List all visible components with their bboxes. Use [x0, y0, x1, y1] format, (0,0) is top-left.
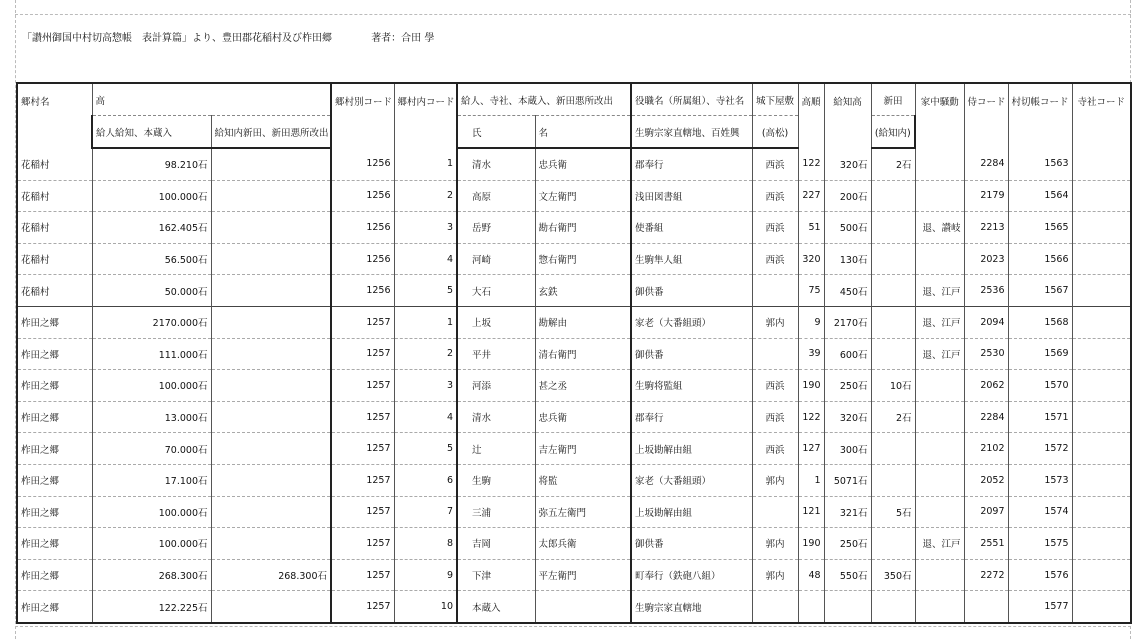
cell-taka1: 100.000石: [92, 180, 211, 212]
cell-uji: 下津: [457, 559, 535, 591]
cell-taka1: 100.000石: [92, 370, 211, 402]
cell-kirichou-code: 1567: [1008, 275, 1072, 307]
cell-uji: 平井: [457, 338, 535, 370]
col-kyunin: 給人、寺社、本蔵入、新田悪所改出: [457, 83, 631, 116]
cell-village: 柞田之郷: [17, 496, 92, 528]
cell-shinden: [871, 275, 915, 307]
cell-yashiki: 郭内: [752, 464, 798, 496]
cell-na: 玄鉄: [535, 275, 631, 307]
cell-taka2: [211, 370, 331, 402]
cell-na: 吉左衛門: [535, 433, 631, 465]
cell-chigyo: [824, 591, 871, 623]
cell-office: 郡奉行: [631, 401, 752, 433]
cell-samurai-code: 2284: [964, 148, 1008, 180]
cell-kachu: 退、江戸: [915, 338, 964, 370]
cell-taka2: [211, 275, 331, 307]
cell-rank: 9: [798, 306, 824, 338]
cell-rank: 39: [798, 338, 824, 370]
cell-kachu: 退、江戸: [915, 306, 964, 338]
table-row: [17, 591, 1131, 623]
table-row: [17, 338, 1131, 370]
cell-rank: [798, 591, 824, 623]
cell-village-code: 1256: [331, 243, 394, 275]
ledger-body: [17, 148, 1131, 623]
cell-chigyo: 450石: [824, 275, 871, 307]
cell-uji: 岳野: [457, 212, 535, 244]
cell-samurai-code: 2062: [964, 370, 1008, 402]
cell-yashiki: 郭内: [752, 306, 798, 338]
cell-kachu: [915, 464, 964, 496]
cell-rank: 121: [798, 496, 824, 528]
cell-taka1: 56.500石: [92, 243, 211, 275]
table-row: [17, 180, 1131, 212]
cell-taka2: [211, 496, 331, 528]
cell-na: 勘右衛門: [535, 212, 631, 244]
cell-uji: 三浦: [457, 496, 535, 528]
document-header: [22, 29, 434, 44]
cell-taka1: 13.000石: [92, 401, 211, 433]
cell-taka2: [211, 338, 331, 370]
cell-yashiki: 郭内: [752, 559, 798, 591]
cell-office: 上坂勘解由組: [631, 433, 752, 465]
cell-village-code: 1257: [331, 591, 394, 623]
cell-samurai-code: 2179: [964, 180, 1008, 212]
cell-taka2: [211, 433, 331, 465]
cell-village-code: 1257: [331, 559, 394, 591]
cell-taka1: 100.000石: [92, 496, 211, 528]
cell-samurai-code: 2213: [964, 212, 1008, 244]
header-row-1: [17, 83, 1131, 116]
cell-chigyo: 320石: [824, 401, 871, 433]
cell-village: 柞田之郷: [17, 370, 92, 402]
cell-office: 郡奉行: [631, 148, 752, 180]
cell-kachu: [915, 180, 964, 212]
cell-inner-code: 4: [394, 401, 457, 433]
cell-uji: 生駒: [457, 464, 535, 496]
cell-na: 忠兵衛: [535, 401, 631, 433]
col-office-sub: 生駒宗家直轄地、百姓興: [631, 116, 752, 149]
col-shinden-sub: (給知内): [871, 116, 915, 149]
cell-office: 家老（大番組頭）: [631, 306, 752, 338]
cell-village-code: 1256: [331, 275, 394, 307]
cell-village-code: 1256: [331, 148, 394, 180]
cell-village: 柞田之郷: [17, 559, 92, 591]
cell-office: 生駒隼人組: [631, 243, 752, 275]
cell-uji: 本蔵入: [457, 591, 535, 623]
cell-village: 柞田之郷: [17, 464, 92, 496]
cell-kachu: [915, 591, 964, 623]
cell-yashiki: [752, 338, 798, 370]
cell-shinden: [871, 464, 915, 496]
cell-kachu: [915, 148, 964, 180]
cell-chigyo: 320石: [824, 148, 871, 180]
col-yashiki-sub: (高松): [752, 116, 798, 149]
col-inner-code: 郷村内コード: [394, 83, 457, 148]
cell-shinden: 350石: [871, 559, 915, 591]
cell-kachu: [915, 243, 964, 275]
cell-na: 平左衛門: [535, 559, 631, 591]
col-kirichou-code: 村切帳コード: [1008, 83, 1072, 148]
cell-inner-code: 1: [394, 148, 457, 180]
cell-taka1: 17.100石: [92, 464, 211, 496]
cell-office: 家老（大番組頭）: [631, 464, 752, 496]
table-row: [17, 464, 1131, 496]
table-row: [17, 306, 1131, 338]
cell-chigyo: 500石: [824, 212, 871, 244]
cell-jisha-code: [1072, 275, 1131, 307]
cell-kirichou-code: 1574: [1008, 496, 1072, 528]
table-row: [17, 243, 1131, 275]
cell-na: 甚之丞: [535, 370, 631, 402]
cell-jisha-code: [1072, 370, 1131, 402]
cell-village-code: 1256: [331, 180, 394, 212]
col-shinden: 新田: [871, 83, 915, 116]
cell-uji: 辻: [457, 433, 535, 465]
cell-yashiki: [752, 591, 798, 623]
cell-na: 惣右衛門: [535, 243, 631, 275]
page-break-bottom: [15, 626, 1131, 627]
cell-chigyo: 130石: [824, 243, 871, 275]
cell-rank: 320: [798, 243, 824, 275]
cell-jisha-code: [1072, 464, 1131, 496]
cell-jisha-code: [1072, 591, 1131, 623]
cell-office: 生駒将監組: [631, 370, 752, 402]
cell-kirichou-code: 1566: [1008, 243, 1072, 275]
cell-samurai-code: 2097: [964, 496, 1008, 528]
ledger-table: [16, 82, 1132, 624]
cell-inner-code: 5: [394, 433, 457, 465]
cell-samurai-code: 2536: [964, 275, 1008, 307]
cell-samurai-code: 2094: [964, 306, 1008, 338]
cell-uji: 高原: [457, 180, 535, 212]
table-row: [17, 559, 1131, 591]
cell-kachu: [915, 401, 964, 433]
col-yashiki: 城下屋敷: [752, 83, 798, 116]
cell-taka2: [211, 401, 331, 433]
table-row: [17, 370, 1131, 402]
cell-chigyo: 550石: [824, 559, 871, 591]
cell-inner-code: 3: [394, 212, 457, 244]
cell-rank: 1: [798, 464, 824, 496]
cell-inner-code: 5: [394, 275, 457, 307]
col-samurai-code: 侍コード: [964, 83, 1008, 148]
cell-taka1: 162.405石: [92, 212, 211, 244]
cell-rank: 75: [798, 275, 824, 307]
cell-samurai-code: 2530: [964, 338, 1008, 370]
cell-na: 忠兵衛: [535, 148, 631, 180]
cell-rank: 127: [798, 433, 824, 465]
cell-shinden: 5石: [871, 496, 915, 528]
cell-kirichou-code: 1572: [1008, 433, 1072, 465]
cell-jisha-code: [1072, 559, 1131, 591]
cell-jisha-code: [1072, 401, 1131, 433]
cell-kirichou-code: 1565: [1008, 212, 1072, 244]
author-credit: 著者：合田 學: [371, 33, 435, 44]
col-village: 郷村名: [17, 83, 92, 148]
cell-yashiki: [752, 496, 798, 528]
cell-uji: 清水: [457, 148, 535, 180]
cell-jisha-code: [1072, 148, 1131, 180]
cell-yashiki: [752, 275, 798, 307]
cell-kirichou-code: 1569: [1008, 338, 1072, 370]
cell-taka1: 100.000石: [92, 528, 211, 560]
cell-na: 弥五左衛門: [535, 496, 631, 528]
cell-samurai-code: [964, 591, 1008, 623]
cell-village-code: 1257: [331, 496, 394, 528]
cell-village: 柞田之郷: [17, 433, 92, 465]
col-kyunin-uji: 氏: [457, 116, 535, 149]
table-row: [17, 433, 1131, 465]
cell-yashiki: 西浜: [752, 212, 798, 244]
cell-taka2: [211, 148, 331, 180]
cell-jisha-code: [1072, 212, 1131, 244]
cell-na: 太郎兵衛: [535, 528, 631, 560]
cell-rank: 227: [798, 180, 824, 212]
col-taka-sub2: 給知内新田、新田悪所改出: [211, 116, 331, 149]
cell-uji: 清水: [457, 401, 535, 433]
cell-yashiki: 西浜: [752, 180, 798, 212]
cell-rank: 122: [798, 148, 824, 180]
cell-kachu: [915, 370, 964, 402]
cell-kirichou-code: 1570: [1008, 370, 1072, 402]
cell-shinden: [871, 243, 915, 275]
cell-office: 浅田図書組: [631, 180, 752, 212]
cell-chigyo: 200石: [824, 180, 871, 212]
cell-inner-code: 2: [394, 180, 457, 212]
cell-village-code: 1256: [331, 212, 394, 244]
cell-village: 柞田之郷: [17, 591, 92, 623]
table-row: [17, 212, 1131, 244]
cell-na: 清右衛門: [535, 338, 631, 370]
cell-rank: 190: [798, 528, 824, 560]
cell-uji: 上坂: [457, 306, 535, 338]
cell-rank: 48: [798, 559, 824, 591]
col-kyunin-na: 名: [535, 116, 631, 149]
cell-taka2: [211, 591, 331, 623]
cell-village-code: 1257: [331, 528, 394, 560]
cell-uji: 吉岡: [457, 528, 535, 560]
col-taka-sub1: 給人給知、本蔵入: [92, 116, 211, 149]
cell-chigyo: 321石: [824, 496, 871, 528]
cell-yashiki: 郭内: [752, 528, 798, 560]
cell-inner-code: 10: [394, 591, 457, 623]
cell-village-code: 1257: [331, 306, 394, 338]
cell-taka1: 70.000石: [92, 433, 211, 465]
table-row: [17, 528, 1131, 560]
cell-uji: 大石: [457, 275, 535, 307]
cell-shinden: [871, 338, 915, 370]
cell-yashiki: 西浜: [752, 401, 798, 433]
cell-village: 柞田之郷: [17, 528, 92, 560]
cell-kirichou-code: 1571: [1008, 401, 1072, 433]
cell-uji: 河添: [457, 370, 535, 402]
cell-village-code: 1257: [331, 338, 394, 370]
cell-chigyo: 300石: [824, 433, 871, 465]
cell-chigyo: 250石: [824, 370, 871, 402]
cell-village-code: 1257: [331, 464, 394, 496]
cell-shinden: 2石: [871, 148, 915, 180]
cell-taka2: [211, 306, 331, 338]
cell-na: [535, 591, 631, 623]
cell-kachu: 退、讃岐: [915, 212, 964, 244]
cell-taka1: 268.300石: [92, 559, 211, 591]
cell-inner-code: 1: [394, 306, 457, 338]
cell-taka2: 268.300石: [211, 559, 331, 591]
cell-village: 花稲村: [17, 180, 92, 212]
cell-office: 使番組: [631, 212, 752, 244]
cell-kirichou-code: 1573: [1008, 464, 1072, 496]
cell-kirichou-code: 1564: [1008, 180, 1072, 212]
cell-kachu: 退、江戸: [915, 528, 964, 560]
cell-na: 将監: [535, 464, 631, 496]
cell-yashiki: 西浜: [752, 243, 798, 275]
cell-inner-code: 2: [394, 338, 457, 370]
cell-samurai-code: 2551: [964, 528, 1008, 560]
table-row: [17, 401, 1131, 433]
cell-shinden: 2石: [871, 401, 915, 433]
cell-shinden: [871, 212, 915, 244]
cell-yashiki: 西浜: [752, 370, 798, 402]
cell-kachu: [915, 559, 964, 591]
cell-taka1: 98.210石: [92, 148, 211, 180]
cell-jisha-code: [1072, 528, 1131, 560]
table-row: [17, 496, 1131, 528]
cell-shinden: [871, 306, 915, 338]
cell-village: 花稲村: [17, 275, 92, 307]
cell-village: 柞田之郷: [17, 338, 92, 370]
cell-rank: 122: [798, 401, 824, 433]
cell-inner-code: 3: [394, 370, 457, 402]
cell-inner-code: 8: [394, 528, 457, 560]
col-village-code: 郷村別コード: [331, 83, 394, 148]
table-row: [17, 148, 1131, 180]
table-row: [17, 275, 1131, 307]
cell-inner-code: 6: [394, 464, 457, 496]
cell-kirichou-code: 1576: [1008, 559, 1072, 591]
cell-kirichou-code: 1575: [1008, 528, 1072, 560]
cell-office: 町奉行（鉄砲八組）: [631, 559, 752, 591]
page-break-top: [15, 14, 1131, 15]
cell-taka2: [211, 464, 331, 496]
cell-chigyo: 5071石: [824, 464, 871, 496]
cell-jisha-code: [1072, 433, 1131, 465]
cell-taka1: 50.000石: [92, 275, 211, 307]
cell-taka1: 122.225石: [92, 591, 211, 623]
cell-village: 花稲村: [17, 243, 92, 275]
cell-samurai-code: 2272: [964, 559, 1008, 591]
col-kachu: 家中騒動: [915, 83, 964, 148]
cell-office: 御供番: [631, 338, 752, 370]
cell-jisha-code: [1072, 306, 1131, 338]
cell-kachu: [915, 433, 964, 465]
cell-office: 御供番: [631, 275, 752, 307]
cell-shinden: 10石: [871, 370, 915, 402]
col-office: 役職名（所属組）、寺社名: [631, 83, 752, 116]
cell-yashiki: 西浜: [752, 433, 798, 465]
cell-jisha-code: [1072, 243, 1131, 275]
cell-samurai-code: 2102: [964, 433, 1008, 465]
cell-village-code: 1257: [331, 401, 394, 433]
cell-jisha-code: [1072, 180, 1131, 212]
cell-jisha-code: [1072, 496, 1131, 528]
cell-taka2: [211, 212, 331, 244]
cell-shinden: [871, 180, 915, 212]
cell-samurai-code: 2284: [964, 401, 1008, 433]
cell-rank: 190: [798, 370, 824, 402]
cell-village: 花稲村: [17, 148, 92, 180]
cell-kirichou-code: 1577: [1008, 591, 1072, 623]
cell-office: 御供番: [631, 528, 752, 560]
cell-village-code: 1257: [331, 433, 394, 465]
cell-taka2: [211, 243, 331, 275]
cell-village: 柞田之郷: [17, 306, 92, 338]
cell-chigyo: 2170石: [824, 306, 871, 338]
cell-rank: 51: [798, 212, 824, 244]
cell-village-code: 1257: [331, 370, 394, 402]
cell-samurai-code: 2023: [964, 243, 1008, 275]
cell-shinden: [871, 591, 915, 623]
cell-kirichou-code: 1568: [1008, 306, 1072, 338]
cell-village: 柞田之郷: [17, 401, 92, 433]
col-rank: 高順: [798, 83, 824, 148]
col-jisha-code: 寺社コード: [1072, 83, 1131, 148]
cell-shinden: [871, 433, 915, 465]
cell-taka1: 2170.000石: [92, 306, 211, 338]
cell-taka1: 111.000石: [92, 338, 211, 370]
cell-kirichou-code: 1563: [1008, 148, 1072, 180]
cell-chigyo: 600石: [824, 338, 871, 370]
cell-chigyo: 250石: [824, 528, 871, 560]
cell-inner-code: 9: [394, 559, 457, 591]
cell-jisha-code: [1072, 338, 1131, 370]
cell-samurai-code: 2052: [964, 464, 1008, 496]
cell-na: 文左衛門: [535, 180, 631, 212]
cell-inner-code: 4: [394, 243, 457, 275]
cell-na: 勘解由: [535, 306, 631, 338]
cell-kachu: [915, 496, 964, 528]
cell-shinden: [871, 528, 915, 560]
cell-inner-code: 7: [394, 496, 457, 528]
source-title: 「讃州御国中村切高惣帳 表計算篇」より、豊田郡花稲村及び柞田郷: [22, 33, 332, 44]
col-taka: 高: [92, 83, 331, 116]
cell-office: 上坂勘解由組: [631, 496, 752, 528]
cell-taka2: [211, 180, 331, 212]
cell-taka2: [211, 528, 331, 560]
cell-yashiki: 西浜: [752, 148, 798, 180]
cell-office: 生駒宗家直轄地: [631, 591, 752, 623]
cell-kachu: 退、江戸: [915, 275, 964, 307]
cell-village: 花稲村: [17, 212, 92, 244]
col-chigyo: 給知高: [824, 83, 871, 148]
cell-uji: 河崎: [457, 243, 535, 275]
